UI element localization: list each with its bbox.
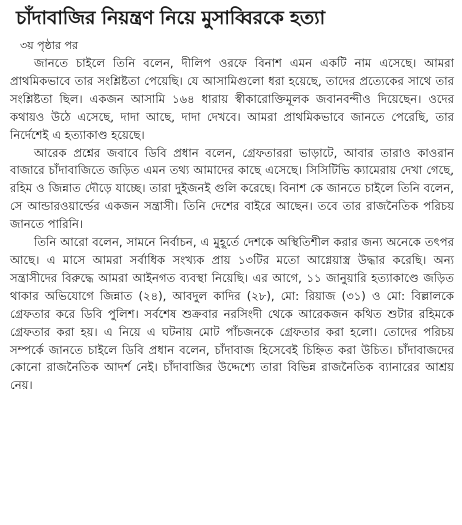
article-paragraph-3: তিনি আরো বলেন, সামনে নির্বাচন, এ মুহূর্তে দেশকে অস্থিতিশীল করার জন্য অনেকে তৎপর আছে। এ মাসে আমরা সর্বাধিক সংখ্যক প্রায় ১৩টির মতো আগ্নেয়াস্ত্র উদ্ধার করেছি। অন্য সন্ত্রাসীদের বিরুদ্ধে আমরা আইনগত ব্যবস্থা নিয়েছি। এর আগে, ১১ জানুয়ারি হত্যাকাণ্ডে জড়িত থাকার অভিযোগে জিন্নাত (২৪), আবদুল কাদির (২৮), মো: রিয়াজ (৩১) ও মো: বিল্লালকে গ্রেফতার করে ডিবি পুলিশ। সর্বশেষ শুক্রবার নরসিংদী থেকে আরেকজন কথিত শুটার রহিমকে গ্রেফতার করা হয়। এ নিয়ে এ ঘটনায় মোট পাঁচজনকে গ্রেফতার করা হলো। তোদের পরিচয় সম্পর্কে জানতে চাইলে ডিবি প্রধান বলেন, চাঁদাবাজ হিসেবেই চিহ্নিত করা উচিত। চাঁদাবাজদের কোনো রাজনৈতিক আদর্শ নেই। চাঁদাবাজির উদ্দেশ্যে তারা বিভিন্ন রাজনৈতিক ব্যানারের আশ্রয় নেয়। (10, 235, 454, 393)
article-headline: চাঁদাবাজির নিয়ন্ত্রণ নিয়ে মুসাব্বিরকে হত্যা (16, 7, 325, 29)
article-paragraph-1: জানতে চাইলে তিনি বলেন, দীলিপ ওরফে বিনাশ এমন একটি নাম এসেছে। আমরা প্রাথমিকভাবে তার সংশ্লিষ্টতা পেয়েছি। যে আসামিগুলো ধরা হয়েছে, তাদের প্রত্যেকের সাথে তার সংশ্লিষ্টতা ছিল। একজন আসামি ১৬৪ ধারায় স্বীকারোক্তিমূলক জবানবন্দীও দিয়েছেন। ওদের কথায়ও উঠে এসেছে, দাদা আছে, দাদা দেখবে। আমরা প্রাথমিকভাবে জানতে পেরেছি, তার নির্দেশেই এ হত্যাকাণ্ড হয়েছে। (10, 56, 454, 142)
continuation-note: ৩য় পৃষ্ঠার পর (20, 39, 79, 52)
article-paragraph-2: আরেক প্রশ্নের জবাবে ডিবি প্রধান বলেন, গ্রেফতাররা ভাড়াটে, আবার তারাও কাওরান বাজারে চাঁদাবাজিতে জড়িত এমন তথ্য আমাদের কাছে এসেছে। সিসিটিভি ক্যামেরায় দেখা গেছে, রহিম ও জিন্নাত দৌড়ে যাচ্ছে। তারা দুইজনই গুলি করেছে। বিনাশ কে জানতে চাইলে তিনি বলেন, সে আন্ডারওয়ার্ল্ডের একজন সন্ত্রাসী। তিনি দেশের বাইরে আছেন। তবে তার রাজনৈতিক পরিচয় জানতে পারিনি। (10, 145, 454, 232)
